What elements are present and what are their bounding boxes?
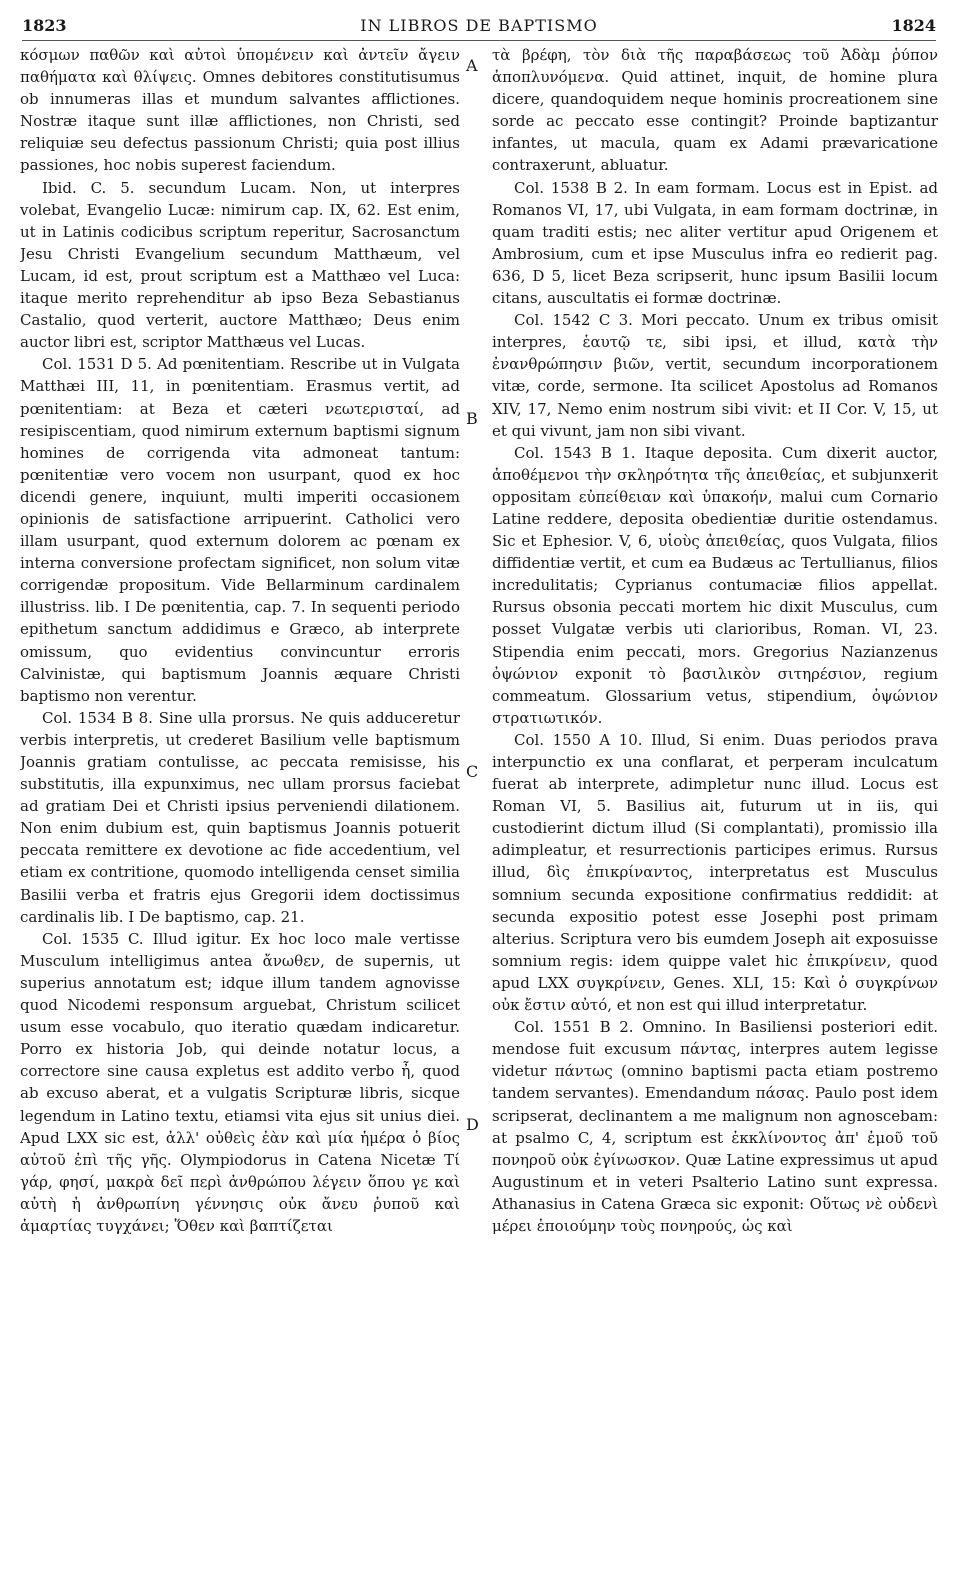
page-number-right: 1824 [891, 16, 936, 35]
margin-marker-a: A [466, 56, 478, 75]
margin-marker-c: C [466, 762, 479, 781]
paragraph: Col. 1534 B 8. Sine ulla prorsus. Ne quis adduceretur verbis interpretis, ut crederet Basilium velle baptismum Joannis gratiam contulisse, ac peccata remisisse, his substitutis, illa expunximus, nec ullam prorsus faciebat ad gratiam Dei et Christi ipsius perveniendi dilationem. Non enim dubium est, quin baptismus Joannis potuerit peccata remittere ex devotione ac fide accedentium, vel etiam ex contritione, quomodo intelligenda censet similia Basilii verba et fratris ejus Gregorii idem doctissimus cardinalis lib. I De baptismo, cap. 21. [20, 708, 460, 926]
page-header [22, 10, 936, 41]
paragraph: Col. 1531 D 5. Ad pœnitentiam. Rescribe ut in Vulgata Matthæi III, 11, in pœnitentiam. Erasmus vertit, ad pœnitentiam: at Beza et cæteri νεωτερισταί, ad resipiscentiam, quod nimirum externum baptismi signum homines de corrigenda vita admoneat tantum: pœnitentiæ vero vocem non usurpant, quod ex hoc dicendi genere, inquiunt, multi imperiti occasionem opinionis de satisfactione arripuerint. Catholici vero illam usurpant, quod externum dolorem ac pœnam ex interna conversione profectam significet, non solum vitæ corrigendæ propositum. Vide Bellarminum cardinalem illustriss. lib. I De pœnitentia, cap. 7. In sequenti periodo epithetum sanctum addidimus e Græco, ab interprete omissum, quo evidentius convincuntur erroris Calvinistæ, qui baptismum Joannis æquare Christi baptismo non verentur. [20, 355, 460, 705]
margin-marker-b: B [466, 409, 478, 428]
paragraph: Col. 1551 B 2. Omnino. In Basiliensi posteriori edit. mendose fuit excusum πάντας, interpres autem legisse videtur πάντως (omnino baptismi pacta etiam postremo tandem servantes). Emendandum πάσας. Paulo post idem scripserat, declinantem a me malignum non agnoscebam: at psalmo C, 4, scriptum est ἐκκλίνοντος ἀπ' ἐμοῦ τοῦ πονηροῦ οὐκ ἐγίνωσκον. Quæ Latine expressimus ut apud Augustinum et in veteri Psalterio Latino sunt expressa. Athanasius in Catena Græca sic exponit: Οὕτως νὲ οὐδενὶ μέρει ἐποιούμην τοὺς πονηρούς, ὡς καὶ [492, 1018, 938, 1235]
page-number-left: 1823 [22, 16, 67, 35]
paragraph: τὰ βρέφη, τὸν διὰ τῆς παραβάσεως τοῦ Ἀδὰμ ῥύπον ἀποπλυνόμενα. Quid attinet, inquit, de homine plura dicere, quandoquidem neque hominis procreationem sine sorde ac peccato esse contingit? Proinde baptizantur infantes, ut macula, quam ex Adami prævaricatione contraxerunt, abluatur. [492, 46, 938, 175]
paragraph: Col. 1538 B 2. In eam formam. Locus est in Epist. ad Romanos VI, 17, ubi Vulgata, in eam formam doctrinæ, in quam traditi estis; nec aliter vertitur apud Origenem et Ambrosium, cum et ipse Musculus infra eo redierit pag. 636, D 5, licet Beza scripserit, hunc ipsum Basilii locum citans, auscultatis ei formæ doctrinæ. [492, 178, 938, 308]
paragraph: Col. 1542 C 3. Mori peccato. Unum ex tribus omisit interpres, ἑαυτῷ τε, sibi ipsi, et illud, κατὰ τὴν ἐνανθρώπησιν βιῶν, vertit, secundum incorporationem vitæ, corde, sermone. Ita scilicet Apostolus ad Romanos XIV, 17, Nemo enim nostrum sibi vivit: et II Cor. V, 15, ut et qui vivunt, jam non sibi vivant. [492, 311, 938, 440]
paragraph: κόσμων παθῶν καὶ αὐτοὶ ὑπομένειν καὶ ἀντεῖν ἄγειν παθήματα καὶ θλίψεις. Omnes debitores constitutisumus ob innumeras illas et mundum salvantes afflictiones. Nostræ itaque sunt illæ afflictiones, non Christi, sed reliquiæ seu defectus passionum Christi; quia post illius passiones, hoc nobis superest faciendum. [20, 46, 460, 175]
paragraph: Ibid. C. 5. secundum Lucam. Non, ut interpres volebat, Evangelio Lucæ: nimirum cap. IX, 62. Est enim, ut in Latinis codicibus scriptum reperitur, Sacrosanctum Jesu Christi Evangelium secundum Matthæum, vel Lucam, id est, prout scriptum est a Matthæo vel Luca: itaque merito reprehenditur ab ipso Beza Sebastianus Castalio, quod verterit, auctore Matthæo; Deus enim auctor libri est, scriptor Matthæus vel Lucas. [20, 178, 460, 352]
paragraph: Col. 1535 C. Illud igitur. Ex hoc loco male vertisse Musculum intelligimus antea ἄνωθεν, de supernis, ut superius annotatum est; idque illum tandem agnovisse quod Nicodemi responsum arguebat, Christum scilicet usum esse vocabulo, quo iteratio quædam indicaretur. Porro ex historia Job, qui deinde notatur locus, a correctore sine causa expletus est addito verbo ἦ, quod ab excuso aberat, et a vulgatis Scripturæ libris, sicque legendum in Latino textu, etiamsi vita ejus sit unius diei. Apud LXX sic est, ἀλλ' οὐθεὶς ἐὰν καὶ μία ἡμέρα ὁ βίος αὐτοῦ ἐπὶ τῆς γῆς. Olympiodorus in Catena Nicetæ Τί γάρ, φησί, μακρὰ δεῖ περὶ ἀνθρώπου λέγειν ὅπου γε καὶ αὐτὴ ἡ ἀνθρωπίνη γέννησις οὐκ ἄνευ ῥυποῦ καὶ ἁμαρτίας τυγχάνει; Ὅθεν καὶ βαπτίζεται [20, 929, 460, 1235]
right-column [492, 44, 938, 1582]
running-title: IN LIBROS DE BAPTISMO [360, 16, 598, 35]
paragraph: Col. 1543 B 1. Itaque deposita. Cum dixerit auctor, ἀποθέμενοι τὴν σκληρότητα τῆς ἀπειθείας, et subjunxerit oppositam εὐπείθειαν καὶ ὑπακοήν, malui cum Cornario Latine reddere, deposita obedientiæ duritie ostendamus. Sic et Ephesior. V, 6, υἱοὺς ἀπειθείας, quos Vulgata, filios diffidentiæ vertit, et cum ea Budæus ac Tertullianus, filios incredulitatis; Cyprianus contumaciæ filios appellat. Rursus obsonia peccati mortem hic dixit Musculus, cum posset Vulgatæ verbis uti clarioribus, Roman. VI, 23. Stipendia enim peccati, mors. Gregorius Nazianzenus ὀψώνιον exponit τὸ βασιλικὸν σιτηρέσιον, regium commeatum. Glossarium vetus, stipendium, ὀψώνιον στρατιωτικόν. [492, 443, 938, 727]
left-column [20, 44, 460, 1582]
paragraph: Col. 1550 A 10. Illud, Si enim. Duas periodos prava interpunctio ex una conflarat, et perperam inculcatum fuerat ab interprete, adimpletur nunc illud. Locus est Roman VI, 5. Basilius ait, futurum ut in iis, qui custodierint dictum illud (Si complantati), promissio illa adimpleatur, et resurrectionis participes erimus. Rursus illud, δὶς ἐπικρίναντος, interpretatus est Musculus somnium secunda expositione confirmatius reddidit: at secunda expositio potest esse Josephi post primam alterius. Scriptura vero bis eumdem Joseph ait exposuisse somnium regis: idem quippe valet hic ἐπικρίνειν, quod apud LXX συγκρίνειν, Genes. XLI, 15: Καὶ ὁ συγκρίνων οὐκ ἔστιν αὐτό, et non est qui illud interpretatur. [492, 730, 938, 1015]
margin-marker-d: D [466, 1115, 479, 1134]
